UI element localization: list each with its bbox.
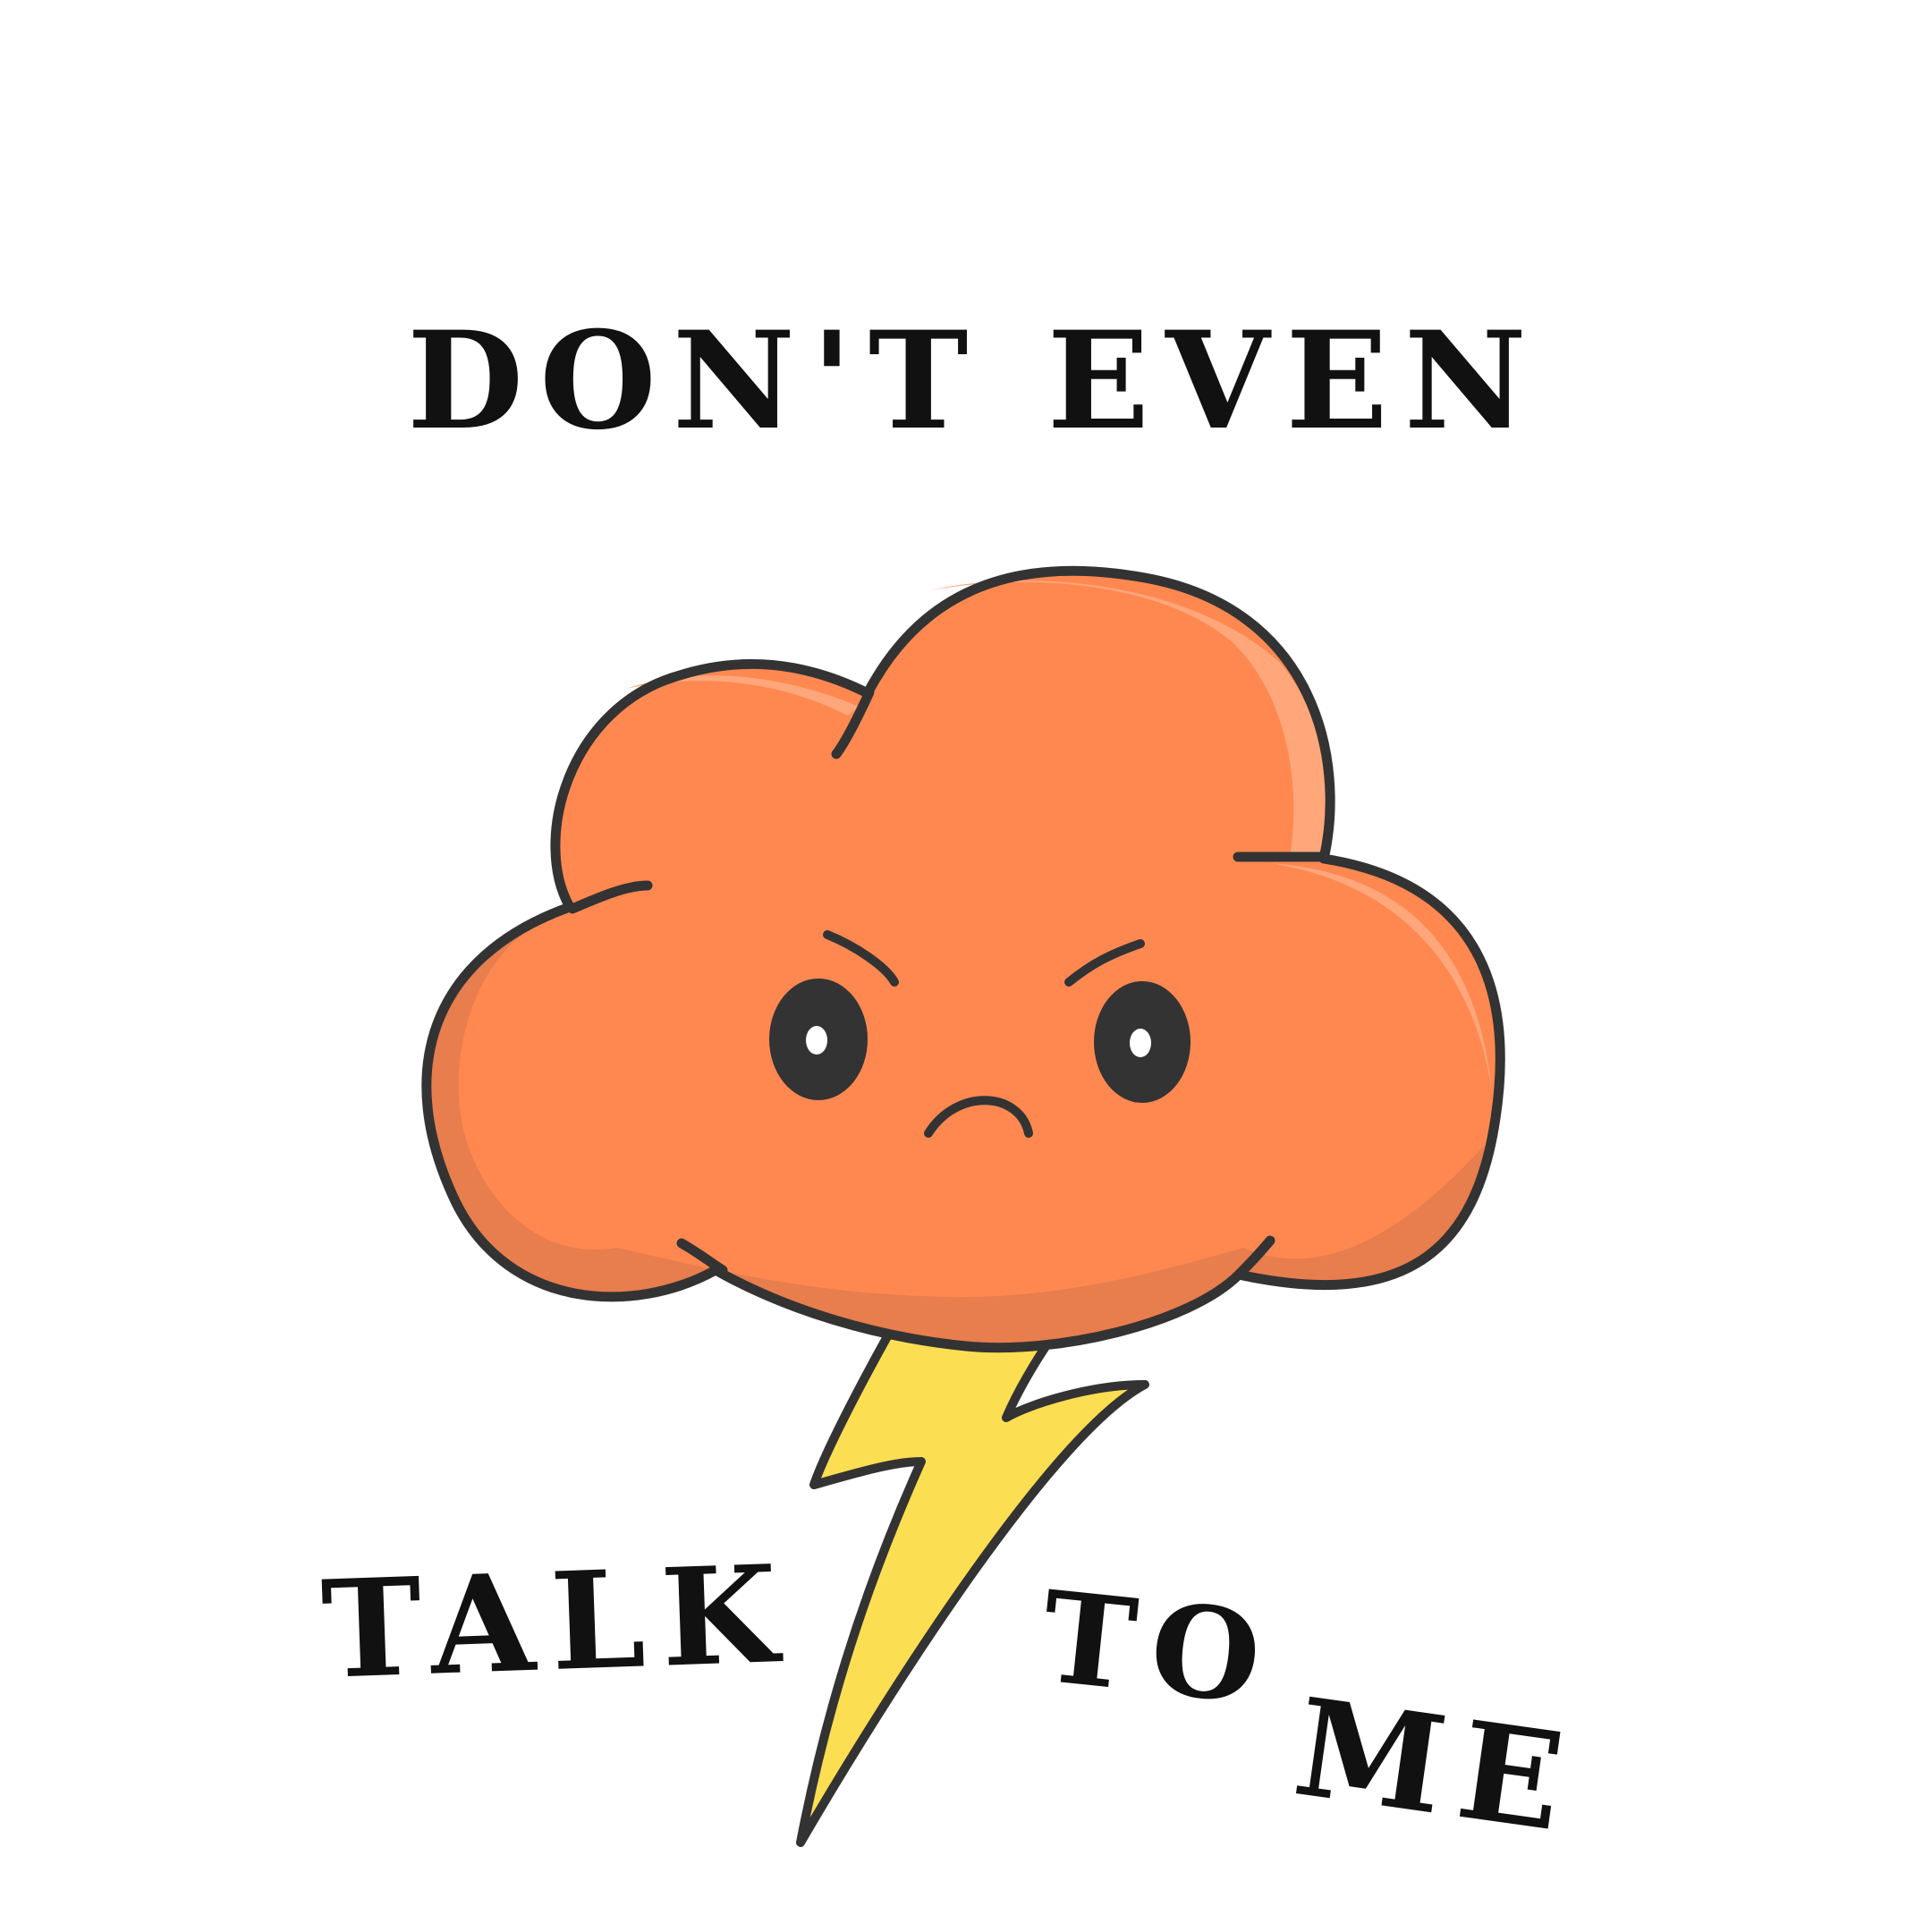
- headline-line-1: DON'T EVEN: [407, 302, 1543, 460]
- left-eye-shine: [806, 1026, 827, 1055]
- headline-word-me: ME: [1285, 1668, 1589, 1864]
- right-eye-shine: [1130, 1029, 1151, 1057]
- cloud-body: [427, 571, 1500, 1348]
- headline-word-to: TO: [1034, 1563, 1284, 1735]
- headline-word-talk: TALK: [318, 1535, 797, 1709]
- angry-cloud: [427, 571, 1500, 1348]
